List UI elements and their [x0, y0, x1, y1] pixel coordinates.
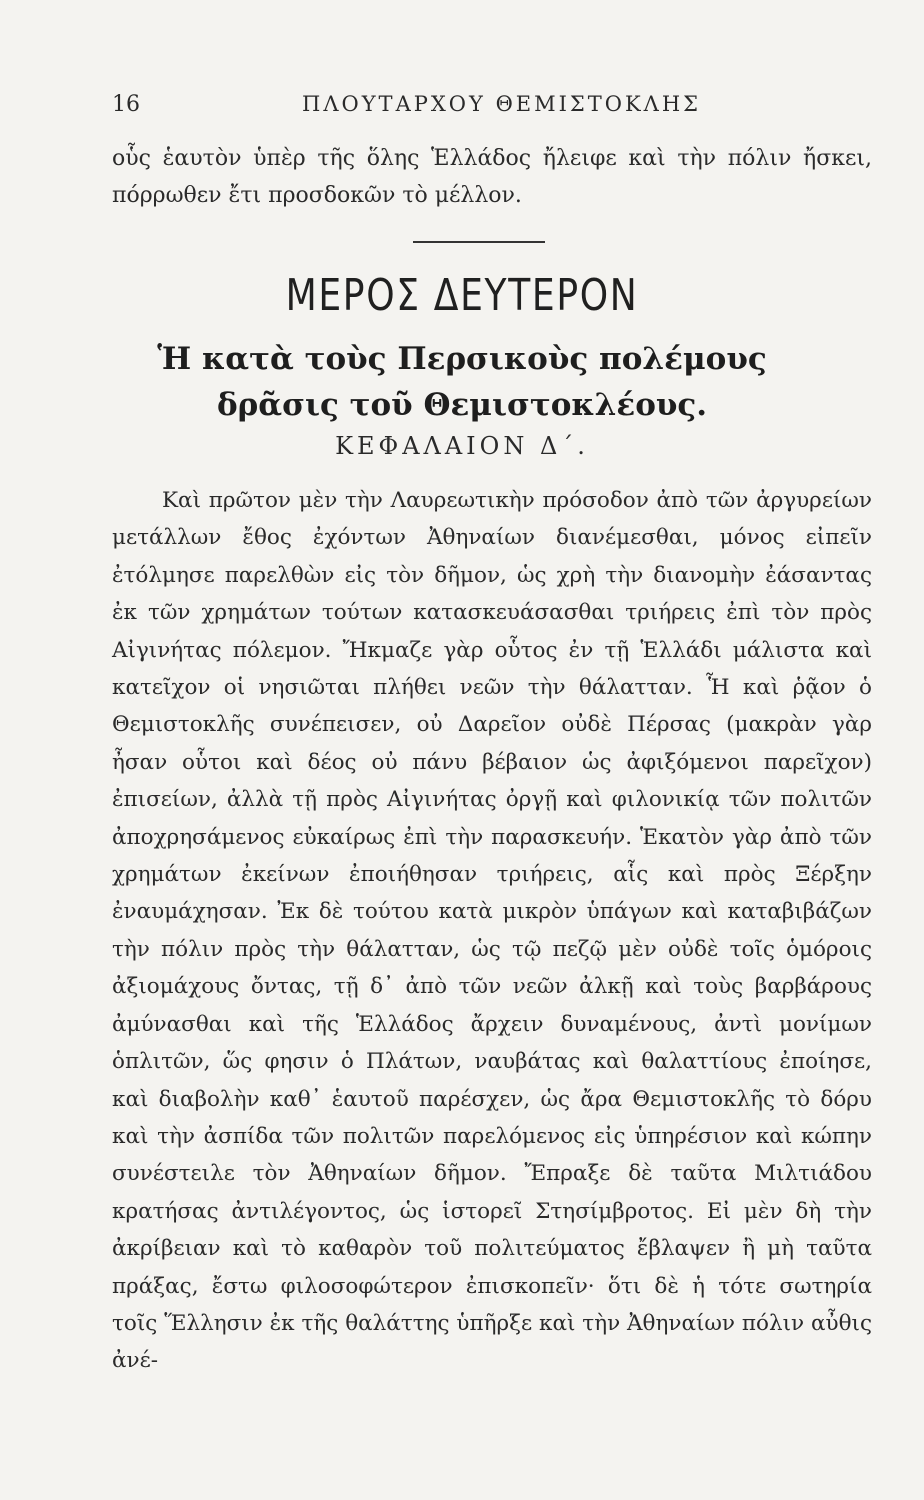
body-paragraph: Καὶ πρῶτον μὲν τὴν Λαυρεωτικὴν πρόσοδον ἀπὸ τῶν ἀργυρείων μετάλλων ἔθος ἐχόντων Ἀθηναίων διανέμεσθαι, μόνος εἰπεῖν ἐτόλμησε παρελθὼν εἰς τὸν δῆμον, ὡς χρὴ τὴν διανομὴν ἐάσαντας ἐκ τῶν χρημάτων τούτων κατασκευάσασθαι τριήρεις ἐπὶ τὸν πρὸς Αἰγινήτας πόλεμον. Ἤκμαζε γὰρ οὗτος ἐν τῇ Ἑλλάδι μάλιστα καὶ κατεῖχον οἱ νησιῶται πλήθει νεῶν τὴν θάλατταν. Ἧ καὶ ῥᾷον ὁ Θεμιστοκλῆς συνέπεισεν, οὐ Δαρεῖον οὐδὲ Πέρσας (μακρὰν γὰρ ἦσαν οὗτοι καὶ δέος οὐ πάνυ βέβαιον ὡς ἀφιξόμενοι παρεῖχον) ἐπισείων, ἀλλὰ τῇ πρὸς Αἰγινήτας ὀργῇ καὶ φιλονικίᾳ τῶν πολιτῶν ἀποχρησάμενος εὐκαίρως ἐπὶ τὴν παρασκευήν. Ἑκατὸν γὰρ ἀπὸ τῶν χρημάτων ἐκείνων ἐποιήθησαν τριήρεις, αἷς καὶ πρὸς Ξέρξην ἐναυμάχησαν. Ἐκ δὲ τούτου κατὰ μικρὸν ὑπάγων καὶ καταβιβάζων τὴν πόλιν πρὸς τὴν θάλατταν, ὡς τῷ πεζῷ μὲν οὐδὲ τοῖς ὁμόροις ἀξιομάχους ὄντας, τῇ δ᾽ ἀπὸ τῶν νεῶν ἀλκῇ καὶ τοὺς βαρβάρους ἀμύνασθαι καὶ τῆς Ἑλλάδος ἄρχειν δυναμένους, ἀντὶ μονίμων ὁπλιτῶν, ὥς φησιν ὁ Πλάτων, ναυβάτας καὶ θαλαττίους ἐποίησε, καὶ διαβολὴν καθ᾽ ἑαυτοῦ παρέσχεν, ὡς ἄρα Θεμιστοκλῆς τὸ δόρυ καὶ τὴν ἀσπίδα τῶν πολιτῶν παρελόμενος εἰς ὑπηρέσιον καὶ κώπην συνέστειλε τὸν Ἀθηναίων δῆμον. Ἔπραξε δὲ ταῦτα Μιλτιάδου κρατήσας ἀντιλέγοντος, ὡς ἱστορεῖ Στησίμβροτος. Εἰ μὲν δὴ τὴν ἀκρίβειαν καὶ τὸ καθαρὸν τοῦ πολιτεύματος ἔβλαψεν ἢ μὴ ταῦτα πράξας, ἔστω φιλοσοφώτερον ἐπισκοπεῖν· ὅτι δὲ ἡ τότε σωτηρία τοῖς Ἕλλησιν ἐκ τῆς θαλάττης ὑπῆρξε καὶ τὴν Ἀθηναίων πόλιν αὖθις ἀνέ-: [112, 488, 872, 1374]
section-divider: [413, 241, 545, 243]
running-title: ΠΛΟΥΤΑΡΧΟΥ ΘΕΜΙΣΤΟΚΛΗΣ: [302, 92, 701, 116]
carryover-text: οὗς ἑαυτὸν ὑπὲρ τῆς ὅλης Ἑλλάδος ἤλειφε καὶ τὴν πόλιν ἤσκει, πόρρωθεν ἔτι προσδοκῶν τὸ μέλλον.: [112, 146, 872, 208]
page-number: 16: [112, 92, 140, 117]
running-head: [112, 92, 872, 122]
section-heading-line-2: δρᾶσις τοῦ Θεμιστοκλέους.: [216, 387, 708, 423]
section-heading-line-1: Ἡ κατὰ τοὺς Περσικοὺς πολέμους: [157, 341, 767, 377]
carryover-paragraph: [112, 140, 872, 214]
chapter-label: ΚΕΦΑΛΑΙΟΝ Δ΄.: [335, 432, 589, 460]
section-heading: [0, 336, 924, 428]
part-title: ΜΕΡΟΣ ΔΕΥΤΕΡΟΝ: [285, 270, 639, 321]
body-text: [112, 482, 872, 1380]
